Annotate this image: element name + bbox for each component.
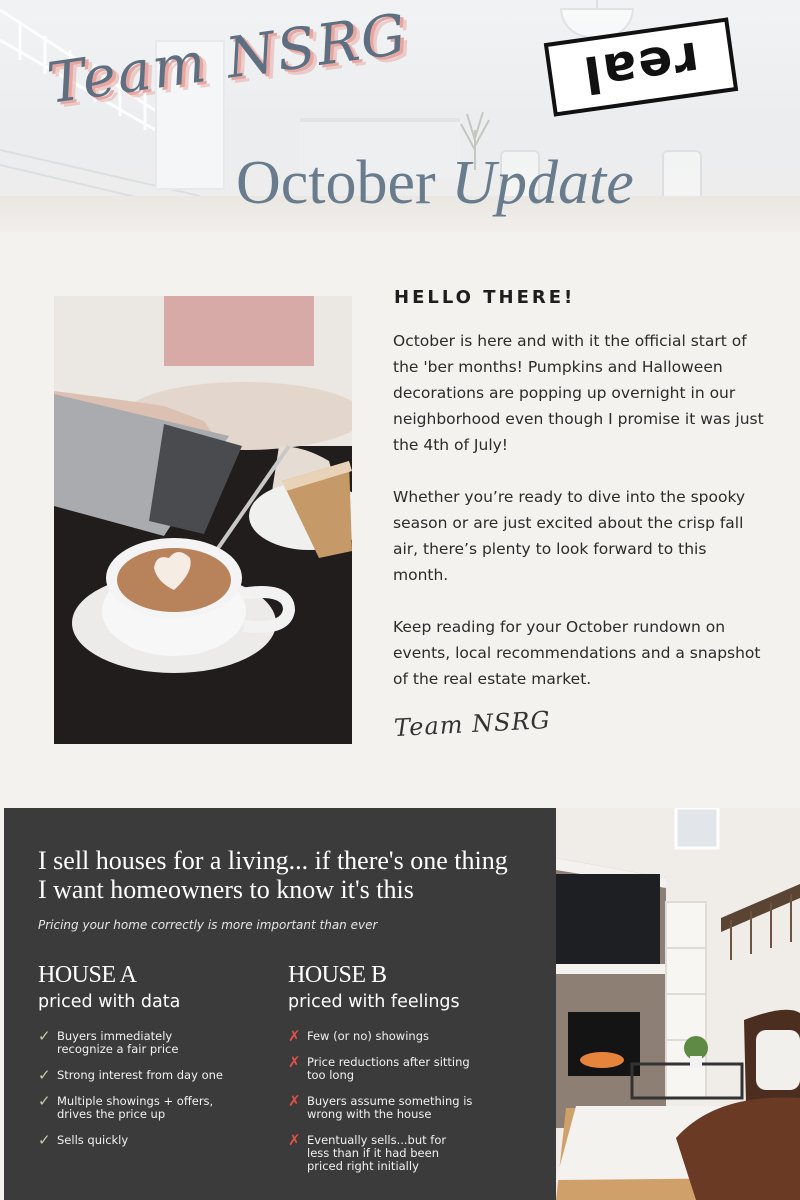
list-item: ✗ Eventually sells...but for less than if it had been priced right initially bbox=[288, 1131, 447, 1173]
check-icon: ✓ bbox=[38, 1066, 51, 1084]
headline bbox=[236, 149, 634, 217]
list-item: ✓ Sells quickly bbox=[38, 1131, 129, 1149]
pricing-panel bbox=[4, 808, 556, 1200]
check-icon: ✓ bbox=[38, 1027, 51, 1045]
house-b-list bbox=[288, 1027, 528, 1173]
section-title-line-2: I want homeowners to know it's this bbox=[38, 875, 414, 904]
house-b-subtitle: priced with feelings bbox=[288, 992, 460, 1012]
house-a-title: HOUSE A bbox=[38, 962, 137, 988]
intro-paragraph-2: Whether you’re ready to dive into the spooky season or are just excited about the crisp fall air, there’s plenty to look forward to this month. bbox=[393, 488, 746, 584]
check-icon: ✓ bbox=[38, 1092, 51, 1110]
section-subtitle: Pricing your home correctly is more important than ever bbox=[38, 918, 378, 932]
house-a-list bbox=[38, 1027, 278, 1149]
coffee-laptop-photo bbox=[54, 296, 352, 744]
greeting-heading: HELLO THERE! bbox=[394, 287, 576, 308]
cross-icon: ✗ bbox=[288, 1053, 301, 1071]
cross-icon: ✗ bbox=[288, 1131, 301, 1149]
house-a-column bbox=[38, 960, 278, 1160]
list-item: ✓ Buyers immediately recognize a fair price bbox=[38, 1027, 179, 1056]
list-item: ✓ Strong interest from day one bbox=[38, 1066, 223, 1084]
cross-icon: ✗ bbox=[288, 1092, 301, 1110]
check-icon: ✓ bbox=[38, 1131, 51, 1149]
headline-italic: Update bbox=[451, 149, 634, 217]
headline-plain: October bbox=[236, 149, 436, 217]
list-item: ✗ Few (or no) showings bbox=[288, 1027, 429, 1045]
house-b-title: HOUSE B bbox=[288, 962, 387, 988]
intro-paragraph-1: October is here and with it the official start of the 'ber months! Pumpkins and Halloween decorations are popping up overnight in our neighborhood even though I promise it was just the 4th of July! bbox=[393, 332, 764, 454]
list-item: ✓ Multiple showings + offers, drives the price up bbox=[38, 1092, 214, 1121]
intro-paragraph-3: Keep reading for your October rundown on events, local recommendations and a snapshot of the real estate market. bbox=[393, 618, 761, 688]
list-item: ✗ Price reductions after sitting too long bbox=[288, 1053, 470, 1082]
section-title-line-1: I sell houses for a living... if there's one thing bbox=[38, 846, 508, 875]
hero-banner bbox=[0, 0, 800, 232]
living-room-photo bbox=[556, 808, 800, 1200]
house-b-column bbox=[288, 960, 528, 1186]
team-script-title: Team NSRG bbox=[43, 1, 412, 117]
logo-text: real bbox=[578, 30, 704, 104]
signature: Team NSRG bbox=[393, 705, 552, 743]
list-item: ✗ Buyers assume something is wrong with the house bbox=[288, 1092, 473, 1121]
cross-icon: ✗ bbox=[288, 1027, 301, 1045]
house-a-subtitle: priced with data bbox=[38, 992, 181, 1012]
